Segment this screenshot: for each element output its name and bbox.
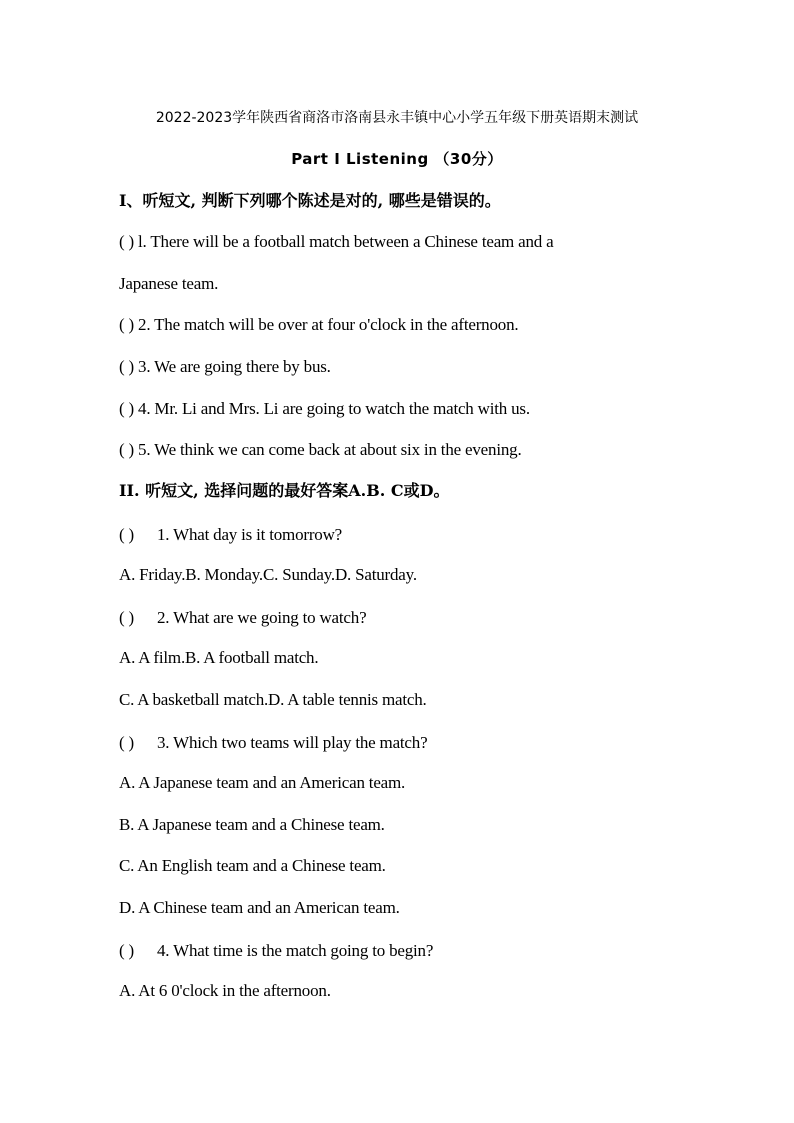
- answer-blank: ( ): [119, 525, 134, 544]
- answer-blank: ( ): [119, 733, 134, 752]
- question-4: [119, 940, 433, 962]
- question-2: [119, 607, 366, 629]
- question-3-option-c: C. An English team and a Chinese team.: [119, 856, 386, 875]
- question-2-options-line-2: C. A basketball match.D. A table tennis match.: [119, 690, 427, 709]
- question-4-option-a: A. At 6 0'clock in the afternoon.: [119, 981, 331, 1000]
- judge-item-5: ( ) 5. We think we can come back at about six in the evening.: [119, 440, 522, 459]
- question-3-option-d: D. A Chinese team and an American team.: [119, 898, 400, 917]
- document-title: 2022-2023学年陕西省商洛市洛南县永丰镇中心小学五年级下册英语期末测试: [155, 110, 639, 126]
- question-1: [119, 524, 342, 546]
- question-text: 2. What are we going to watch?: [157, 608, 367, 627]
- judge-item-3: ( ) 3. We are going there by bus.: [119, 357, 331, 376]
- judge-item-1-line-2: Japanese team.: [119, 274, 219, 293]
- question-text: 4. What time is the match going to begin?: [157, 941, 434, 960]
- question-3-option-a: A. A Japanese team and an American team.: [119, 773, 406, 792]
- question-2-options-line-1: A. A film.B. A football match.: [119, 648, 319, 667]
- question-text: 3. Which two teams will play the match?: [157, 733, 428, 752]
- section-1-heading: Ⅰ、听短文, 判断下列哪个陈述是对的, 哪些是错误的。: [119, 191, 501, 210]
- judge-item-1-line-1: ( ) l. There will be a football match between a Chinese team and a: [119, 232, 554, 251]
- question-text: 1. What day is it tomorrow?: [157, 525, 343, 544]
- section-2-heading: II. 听短文, 选择问题的最好答案A.B. C或D。: [119, 481, 450, 500]
- question-1-options: A. Friday.B. Monday.C. Sunday.D. Saturday.: [119, 565, 417, 584]
- judge-item-2: ( ) 2. The match will be over at four o'clock in the afternoon.: [119, 315, 519, 334]
- answer-blank: ( ): [119, 608, 134, 627]
- answer-blank: ( ): [119, 941, 134, 960]
- question-3-option-b: B. A Japanese team and a Chinese team.: [119, 815, 385, 834]
- question-3: [119, 732, 427, 754]
- part-heading: Part Ⅰ Listening （30分）: [291, 150, 503, 168]
- judge-item-4: ( ) 4. Mr. Li and Mrs. Li are going to watch the match with us.: [119, 399, 530, 418]
